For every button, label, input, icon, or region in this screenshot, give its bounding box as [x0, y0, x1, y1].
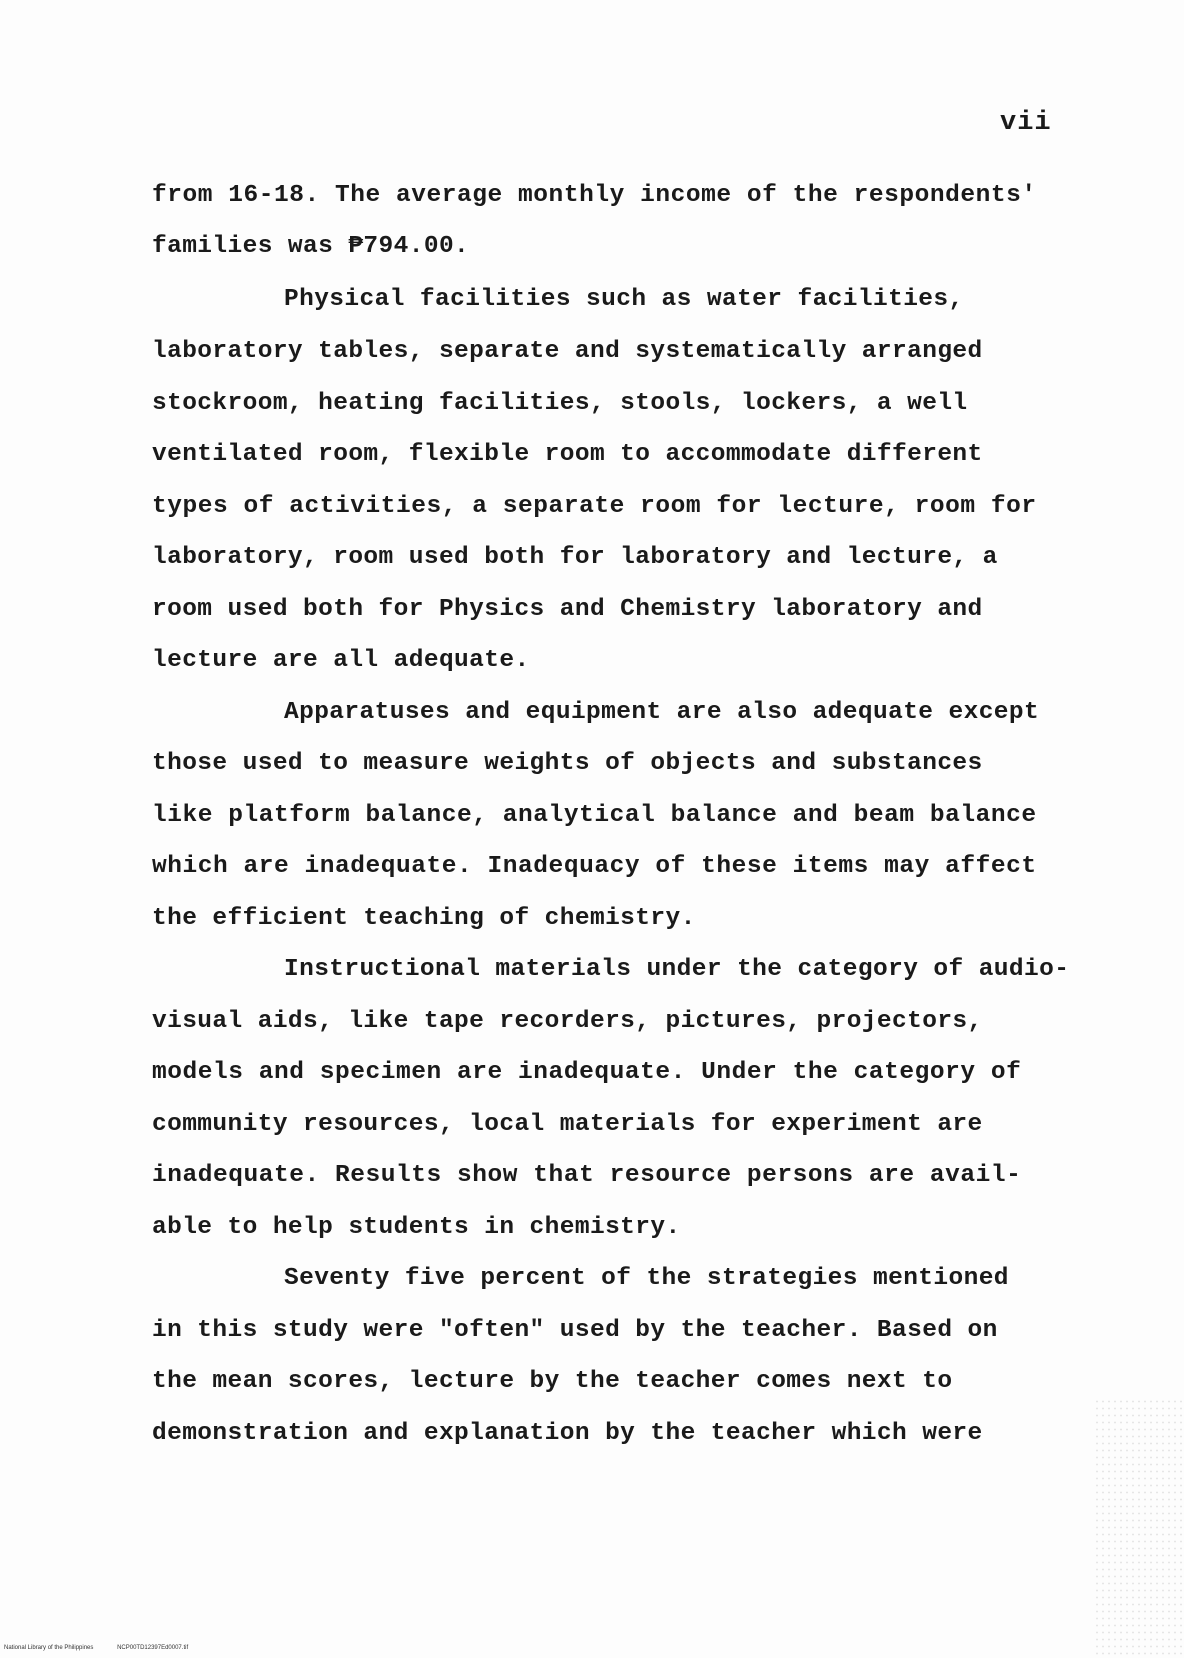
text-line: types of activities, a separate room for lecture, room for	[152, 493, 1037, 520]
text-line: room used both for Physics and Chemistry laboratory and	[152, 596, 983, 623]
text-line: ventilated room, flexible room to accommodate different	[152, 441, 983, 468]
scan-noise	[1094, 1398, 1184, 1658]
text-line: Seventy five percent of the strategies mentioned	[284, 1265, 1009, 1292]
text-line: Apparatuses and equipment are also adequate except	[284, 699, 1040, 726]
text-line: community resources, local materials for experiment are	[152, 1111, 983, 1138]
text-line: able to help students in chemistry.	[152, 1214, 681, 1241]
text-line: those used to measure weights of objects and substances	[152, 750, 983, 777]
text-line: Instructional materials under the category of audio-	[284, 956, 1070, 983]
text-line: laboratory, room used both for laboratory and lecture, a	[152, 544, 998, 571]
text-line: visual aids, like tape recorders, pictures, projectors,	[152, 1008, 983, 1035]
text-line: stockroom, heating facilities, stools, lockers, a well	[152, 390, 968, 417]
text-line: the mean scores, lecture by the teacher comes next to	[152, 1368, 953, 1395]
text-line: demonstration and explanation by the teacher which were	[152, 1420, 983, 1447]
page-number: vii	[1000, 108, 1052, 138]
text-line: Physical facilities such as water facilities,	[284, 286, 964, 313]
footer-library: National Library of the Philippines	[4, 1645, 94, 1651]
scan-footer	[4, 1645, 210, 1651]
text-line: families was ₱794.00.	[152, 233, 470, 260]
text-line: the efficient teaching of chemistry.	[152, 905, 696, 932]
text-line: lecture are all adequate.	[152, 647, 530, 674]
text-line: models and specimen are inadequate. Under the category of	[152, 1059, 1022, 1086]
text-line: inadequate. Results show that resource persons are avail-	[152, 1162, 1022, 1189]
text-line: like platform balance, analytical balance and beam balance	[152, 802, 1037, 829]
text-line: in this study were "often" used by the teacher. Based on	[152, 1317, 998, 1344]
text-line: laboratory tables, separate and systematically arranged	[152, 338, 983, 365]
text-line: from 16-18. The average monthly income of the respondents'	[152, 182, 1037, 209]
footer-code: NCP00TD12397Ed0007.tif	[117, 1645, 189, 1651]
text-line: which are inadequate. Inadequacy of these items may affect	[152, 853, 1037, 880]
